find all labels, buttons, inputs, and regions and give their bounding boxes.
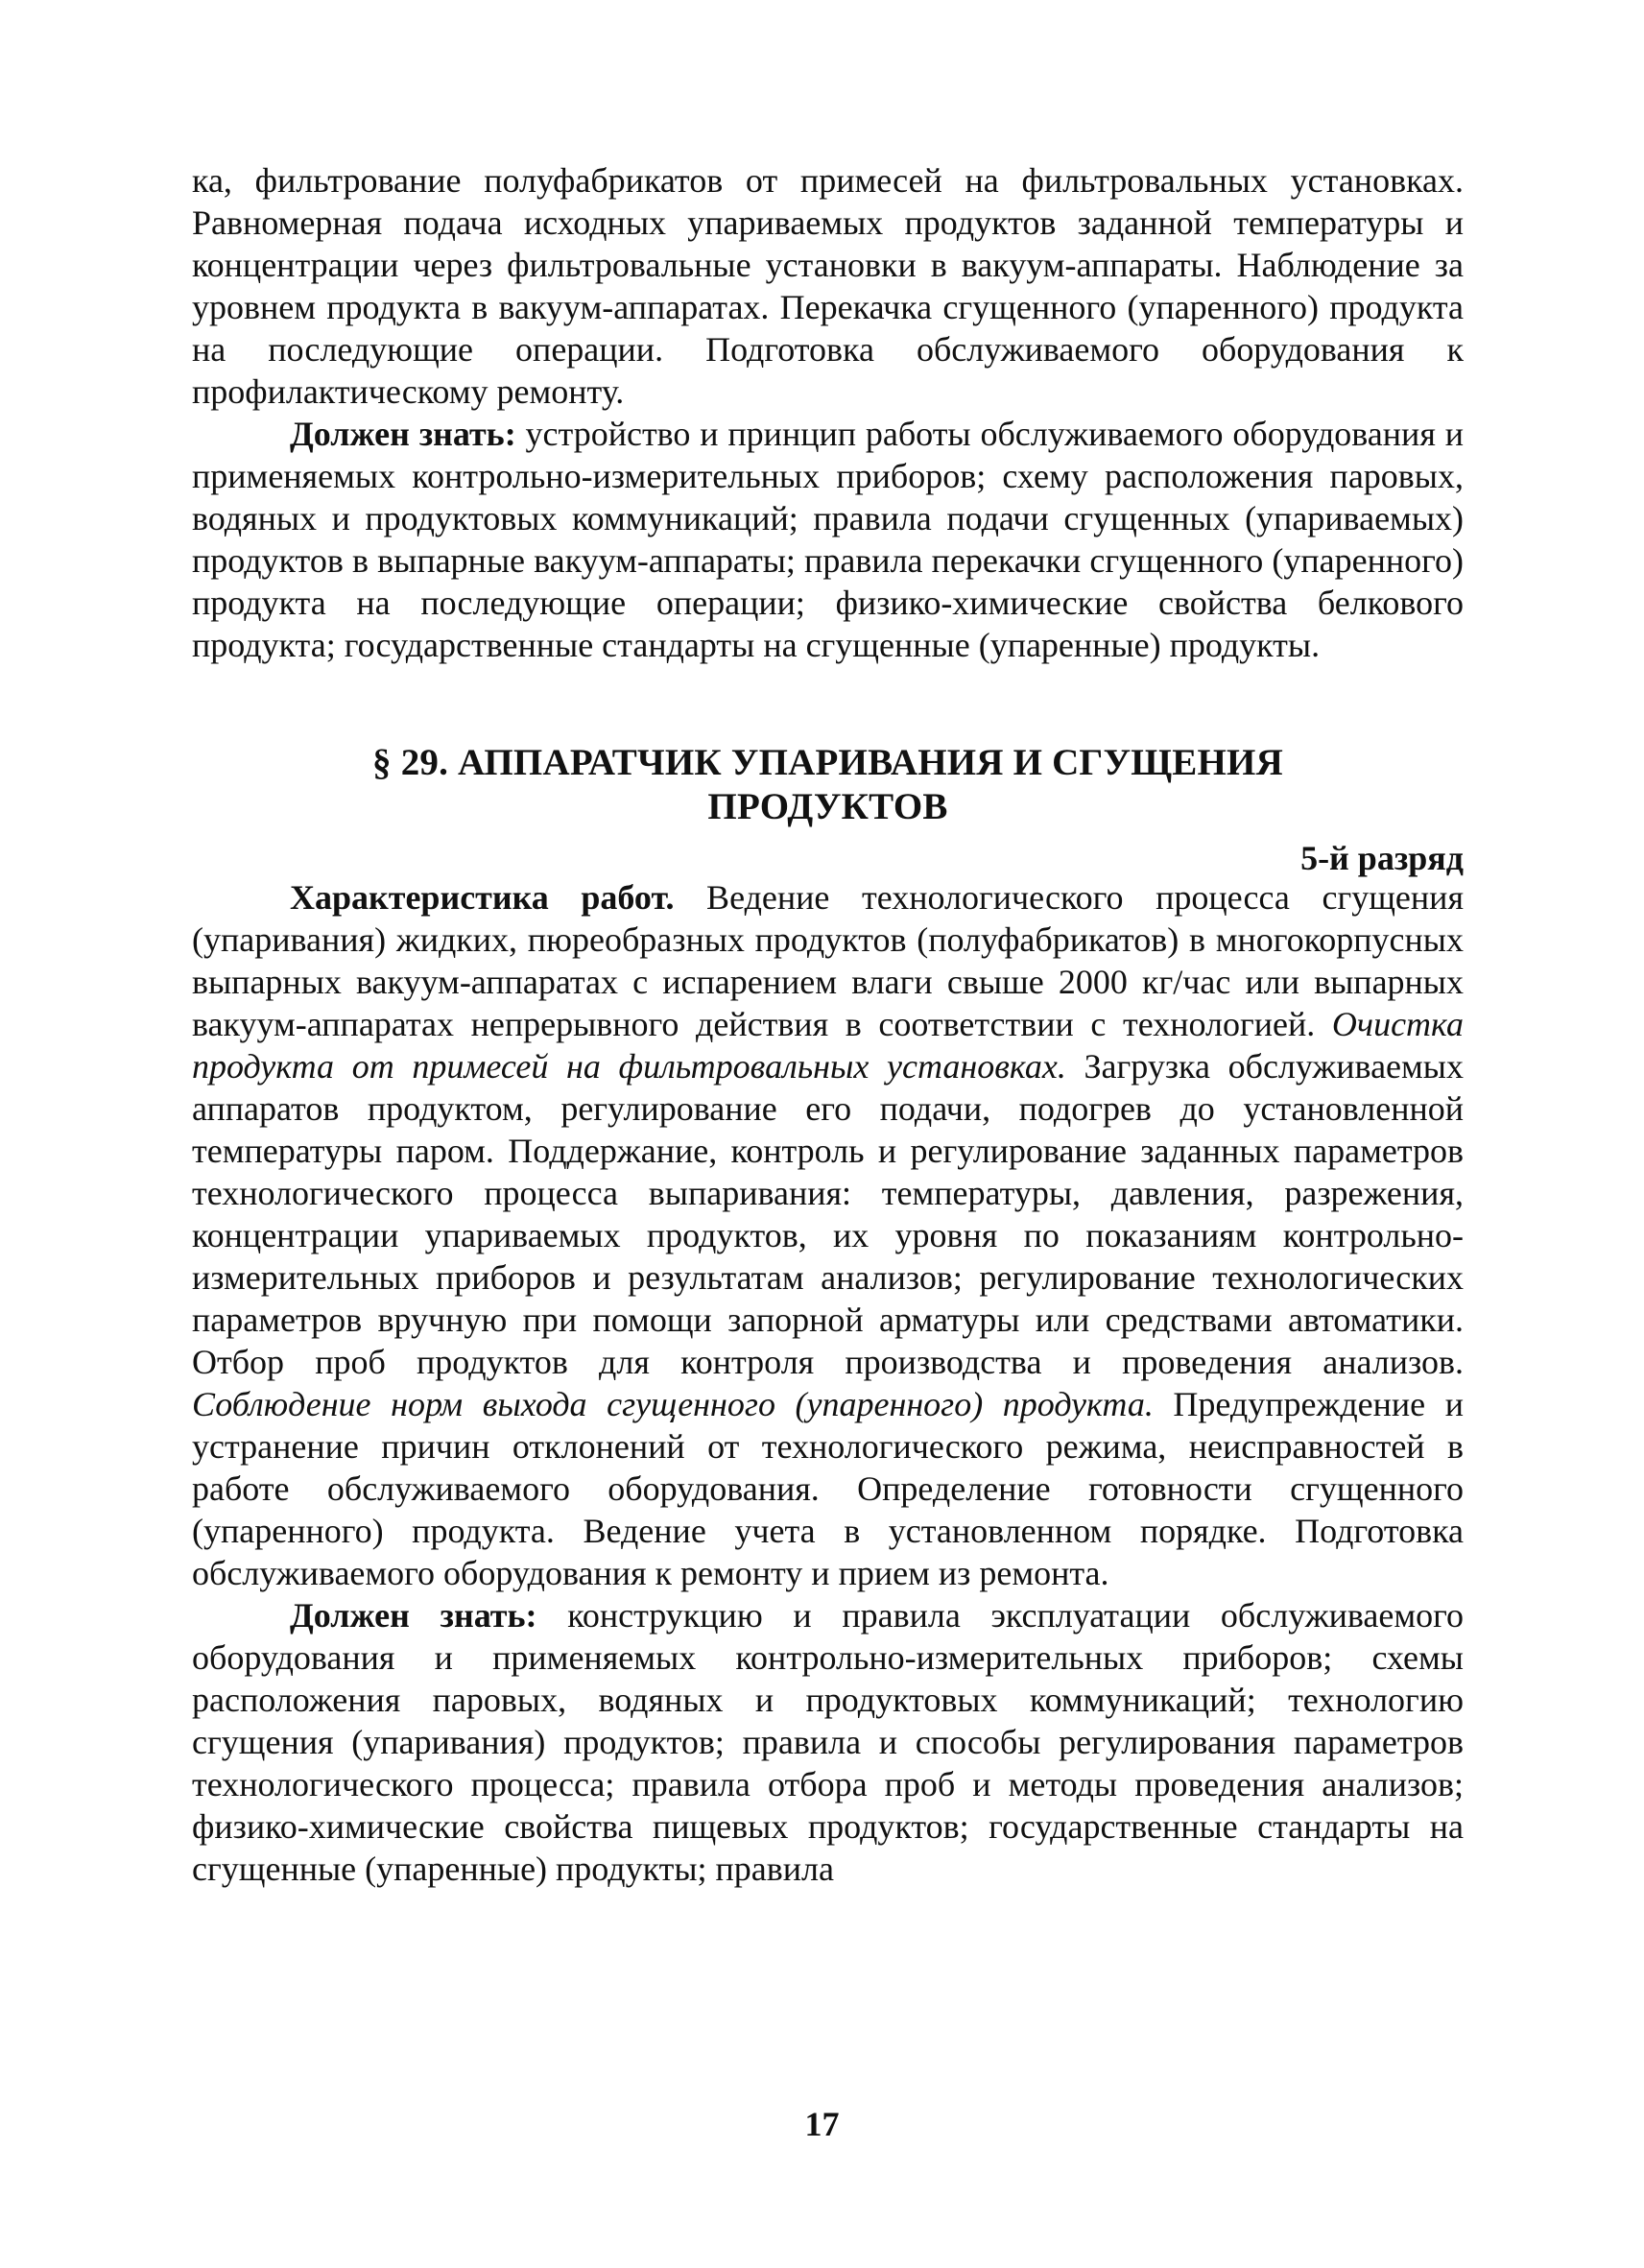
- page-number: 17: [804, 2105, 840, 2143]
- work-description-label: Характеристика работ.: [290, 878, 675, 917]
- continued-paragraph: ка, фильтрование полуфабрикатов от примесей на фильтровальных установках. Равномерная подача исходных упариваемых продуктов заданной температуры и концентрации через фильтровальные установки в вакуум-аппараты. Наблюдение за уровнем продукта в вакуум-аппаратах. Перекачка сгущенного (упаренного) продукта на последующие операции. Подготовка обслуживаемого оборудования к профилактическому ремонту.: [192, 161, 1464, 411]
- main-text-block: [192, 876, 1464, 1890]
- section-must-know-paragraph: [192, 1594, 1464, 1890]
- work-description-text-3: Предупреждение и устранение причин отклонений от технологического режима, неисправностей в работе обслуживаемого оборудования. Определение готовности сгущенного (упаренного) продукта. Ведение учета в установленном порядке. Подготовка обслуживаемого оборудования к ремонту и прием из ремонта.: [192, 1385, 1464, 1592]
- work-description-italic-2: Соблюдение норм выхода сгущенного (упаренного) продукта.: [192, 1385, 1154, 1423]
- section-title: [192, 741, 1464, 829]
- section-must-know-text: конструкцию и правила эксплуатации обслуживаемого оборудования и применяемых контрольно-измерительных приборов; схемы расположения паровых, водяных и продуктовых коммуникаций; технологию сгущения (упаривания) продуктов; правила и способы регулирования параметров технологического процесса; правила отбора проб и методы проведения анализов; физико-химические свойства пищевых продуктов; государственные стандарты на сгущенные (упаренные) продукты; правила: [192, 1596, 1464, 1888]
- grade-label: 5-й разряд: [1300, 839, 1464, 877]
- work-description-italic-1: Очистка продукта от примесей на фильтровальных установках.: [192, 1005, 1464, 1086]
- work-description-text-2: Загрузка обслуживаемых аппаратов продуктом, регулирование его подачи, подогрев до установленной температуры паром. Поддержание, контроль и регулирование заданных параметров технологического процесса выпаривания: температуры, давления, разрежения, концентрации упариваемых продуктов, их уровня по показаниям контрольно-измерительных приборов и результатам анализов; регулирование технологических параметров вручную при помощи запорной арматуры или средствами автоматики. Отбор проб продуктов для контроля производства и проведения анализов.: [192, 1047, 1464, 1381]
- section-title-line-2: ПРОДУКТОВ: [707, 786, 948, 827]
- section-title-line-1: § 29. АППАРАТЧИК УПАРИВАНИЯ И СГУЩЕНИЯ: [372, 742, 1283, 783]
- work-description-text-1: Ведение технологического процесса сгущения (упаривания) жидких, пюреобразных продуктов (полуфабрикатов) в многокорпусных выпарных вакуум-аппаратах с испарением влаги свыше 2000 кг/час или выпарных вакуум-аппаратах непрерывного действия в соответствии с технологией.: [192, 878, 1465, 1043]
- must-know-label: Должен знать:: [290, 415, 516, 453]
- section-must-know-label: Должен знать:: [290, 1596, 537, 1635]
- must-know-text: устройство и принцип работы обслуживаемого оборудования и применяемых контрольно-измерительных приборов; схему расположения паровых, водяных и продуктовых коммуникаций; правила подачи сгущенных (упариваемых) продуктов в выпарные вакуум-аппараты; правила перекачки сгущенного (упаренного) продукта на последующие операции; физико-химические свойства белкового продукта; государственные стандарты на сгущенные (упаренные) продукты.: [192, 415, 1464, 664]
- top-text-block: [192, 159, 1464, 666]
- work-description-paragraph: [192, 876, 1464, 1594]
- must-know-paragraph: [192, 413, 1464, 666]
